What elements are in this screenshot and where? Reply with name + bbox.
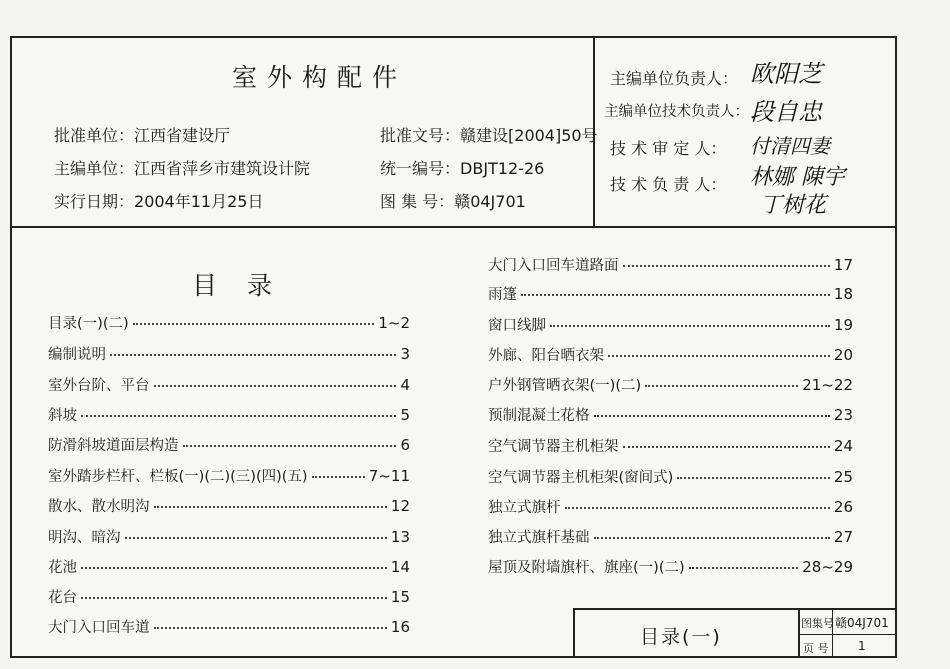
toc-item[interactable] (48, 495, 410, 516)
toc-item-page: 20 (833, 346, 853, 364)
toc-item-label: 独立式旗杆 (488, 500, 561, 516)
toc-item[interactable] (48, 343, 410, 364)
toc-item[interactable] (48, 616, 410, 637)
title-block-row-divider (798, 634, 895, 635)
chief-signature: 欧阳芝 (750, 60, 822, 88)
leader-dots (154, 506, 387, 508)
toc-item[interactable] (48, 586, 410, 607)
toc-item[interactable] (48, 526, 410, 547)
toc-item-page: 26 (833, 498, 853, 516)
toc-item[interactable] (488, 283, 853, 304)
leader-dots (594, 537, 830, 539)
toc-item-label: 斜坡 (48, 408, 77, 424)
atlas-no-value: 赣04J701 (454, 192, 526, 211)
leader-dots (623, 265, 830, 267)
page-number-label: 页 号 (803, 642, 829, 655)
leader-dots (125, 537, 387, 539)
unified-no-label: 统一编号： (380, 159, 461, 178)
page-title: 室外构配件 (232, 63, 408, 92)
toc-item-page: 1~2 (378, 314, 410, 332)
toc-item-label: 花池 (48, 560, 77, 576)
toc-item-label: 明沟、暗沟 (48, 530, 121, 546)
toc-item[interactable] (488, 435, 853, 456)
leader-dots (183, 445, 397, 447)
toc-item-page: 16 (390, 618, 410, 636)
title-block-name: 目录(一) (640, 626, 722, 648)
toc-item-page: 6 (400, 436, 410, 454)
tech-lead-signature-1: 林娜 陳宇 (750, 165, 845, 190)
atlas-no-label: 图 集 号： (380, 192, 455, 211)
toc-item-label: 大门入口回车道 (48, 620, 150, 636)
unified-no-row (380, 156, 544, 179)
leader-dots (645, 385, 798, 387)
leader-dots (677, 477, 830, 479)
toc-item[interactable] (488, 404, 853, 425)
approval-doc-value: 赣建设[2004]50号 (460, 126, 598, 145)
toc-item-page: 25 (833, 468, 853, 486)
toc-item-label: 室外踏步栏杆、栏板(一)(二)(三)(四)(五) (48, 469, 308, 485)
toc-item-label: 户外钢管晒衣架(一)(二) (488, 378, 642, 394)
toc-item-label: 空气调节器主机柜架(窗间式) (488, 470, 674, 486)
toc-item[interactable] (488, 526, 853, 547)
leader-dots (689, 567, 799, 569)
leader-dots (154, 627, 387, 629)
toc-item-label: 大门入口回车道路面 (488, 258, 619, 274)
editor-unit-value: 江西省萍乡市建筑设计院 (134, 159, 311, 178)
toc-item-page: 23 (833, 406, 853, 424)
drawing-sheet (10, 36, 897, 658)
toc-item[interactable] (48, 374, 410, 395)
toc-item-page: 21~22 (802, 376, 853, 394)
reviewer-signature: 付清四妻 (750, 134, 830, 158)
atlas-number-value: 赣04J701 (835, 616, 889, 630)
toc-item-page: 15 (390, 588, 410, 606)
toc-item[interactable] (488, 466, 853, 487)
effective-date-label: 实行日期： (54, 192, 135, 211)
toc-item[interactable] (488, 314, 853, 335)
toc-item[interactable] (48, 434, 410, 455)
toc-item[interactable] (488, 556, 853, 577)
effective-date-row (54, 189, 263, 212)
leader-dots (81, 567, 387, 569)
leader-dots (594, 415, 830, 417)
title-block-left-border (573, 608, 575, 658)
toc-item[interactable] (488, 496, 853, 517)
leader-dots (133, 323, 375, 325)
toc-item-page: 3 (400, 345, 410, 363)
approval-unit-label: 批准单位： (54, 126, 135, 145)
atlas-no-row (380, 189, 526, 212)
toc-item[interactable] (488, 254, 853, 275)
editor-unit-label: 主编单位： (54, 159, 135, 178)
toc-item[interactable] (48, 404, 410, 425)
toc-item-label: 独立式旗杆基础 (488, 530, 590, 546)
toc-item-label: 屋顶及附墙旗杆、旗座(一)(二) (488, 560, 685, 576)
leader-dots (81, 415, 396, 417)
toc-item-label: 散水、散水明沟 (48, 499, 150, 515)
toc-item[interactable] (48, 312, 410, 333)
title-block-top-border (573, 608, 895, 610)
chief-label: 主编单位负责人： (610, 69, 739, 88)
toc-item[interactable] (488, 344, 853, 365)
toc-item-page: 5 (400, 406, 410, 424)
page-number-value: 1 (858, 639, 866, 653)
approval-unit-value: 江西省建设厅 (134, 126, 231, 145)
editor-unit-row (54, 156, 310, 179)
toc-item-page: 12 (390, 497, 410, 515)
leader-dots (565, 507, 830, 509)
tech-lead-label: 技 术 负 责 人： (610, 175, 727, 194)
toc-item[interactable] (48, 556, 410, 577)
tech-lead-signature-2: 丁树花 (760, 193, 827, 218)
tech-chief-label: 主编单位技术负责人： (604, 104, 749, 120)
leader-dots (312, 476, 365, 478)
toc-item-label: 空气调节器主机柜架 (488, 439, 619, 455)
leader-dots (81, 597, 387, 599)
toc-item[interactable] (48, 465, 410, 486)
toc-item-page: 7~11 (368, 467, 410, 485)
toc-item-page: 17 (833, 256, 853, 274)
approval-doc-row (380, 123, 598, 146)
leader-dots (110, 354, 396, 356)
toc-title: 目录 (192, 271, 303, 300)
tech-chief-signature: 段自忠 (750, 98, 822, 126)
toc-item-page: 13 (390, 528, 410, 546)
toc-item-page: 27 (833, 528, 853, 546)
effective-date-value: 2004年11月25日 (134, 192, 264, 211)
toc-item-label: 雨篷 (488, 287, 517, 303)
toc-item-label: 目录(一)(二) (48, 316, 129, 332)
toc-item-label: 编制说明 (48, 347, 106, 363)
toc-item-label: 预制混凝土花格 (488, 408, 590, 424)
title-block-divider-1 (798, 608, 800, 658)
approval-unit-row (54, 123, 230, 146)
header-divider (12, 226, 895, 228)
leader-dots (521, 294, 830, 296)
toc-item-label: 室外台阶、平台 (48, 378, 150, 394)
approval-doc-label: 批准文号： (380, 126, 461, 145)
toc-item-label: 窗口线脚 (488, 318, 546, 334)
leader-dots (623, 446, 830, 448)
toc-item-page: 14 (390, 558, 410, 576)
toc-item-page: 24 (833, 437, 853, 455)
toc-item-page: 28~29 (802, 558, 853, 576)
unified-no-value: DBJT12-26 (460, 159, 545, 178)
toc-item-label: 外廊、阳台晒衣架 (488, 348, 604, 364)
toc-item-page: 4 (400, 376, 410, 394)
leader-dots (154, 385, 397, 387)
toc-item-page: 19 (833, 316, 853, 334)
toc-item[interactable] (488, 374, 853, 395)
reviewer-label: 技 术 审 定 人： (610, 139, 727, 158)
atlas-number-label: 图集号 (801, 617, 834, 630)
toc-item-label: 防滑斜坡道面层构造 (48, 438, 179, 454)
toc-item-label: 花台 (48, 590, 77, 606)
leader-dots (608, 355, 830, 357)
toc-item-page: 18 (833, 285, 853, 303)
leader-dots (550, 325, 830, 327)
